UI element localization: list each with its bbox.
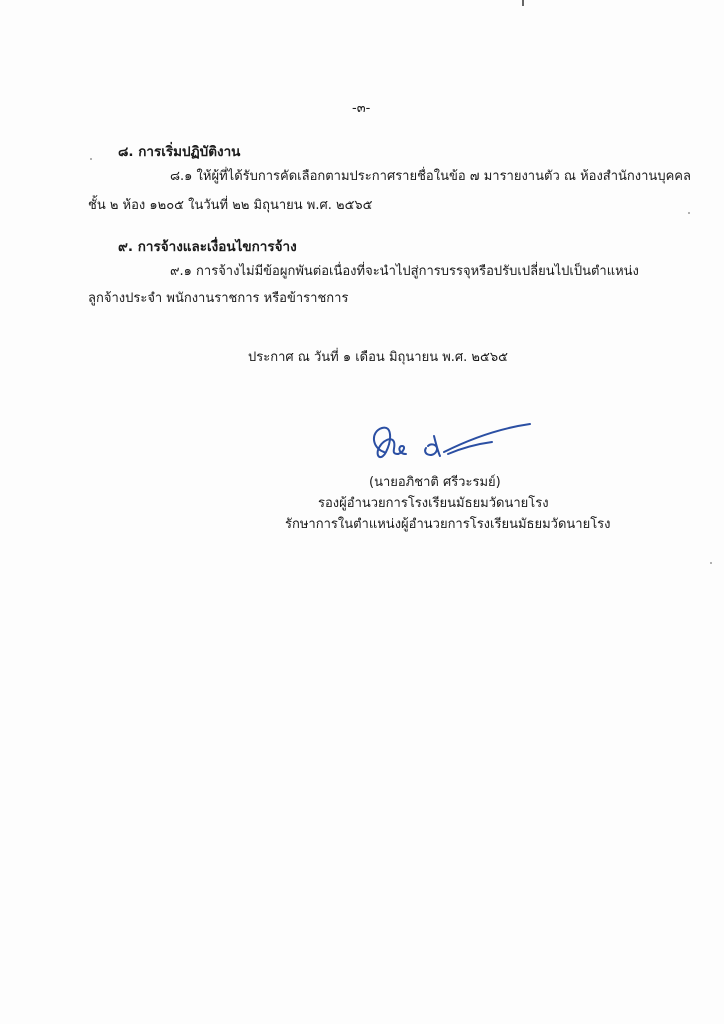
handwritten-signature [362, 418, 537, 470]
section-9-heading: ๙. การจ้างและเงื่อนไขการจ้าง [118, 239, 297, 255]
section-9-1-line-2: ลูกจ้างประจำ พนักงานราชการ หรือข้าราชการ [88, 291, 349, 306]
announcement-date: ประกาศ ณ วันที่ ๑ เดือน มิถุนายน พ.ศ. ๒๕๖๕ [248, 350, 508, 365]
scan-speck [688, 212, 690, 214]
signatory-position-1: รองผู้อำนวยการโรงเรียนมัธยมวัดนายโรง [318, 496, 549, 511]
section-8-1-line-1: ๘.๑ ให้ผู้ที่ได้รับการคัดเลือกตามประกาศรายชื่อในข้อ ๗ มารายงานตัว ณ ห้องสำนักงานบุคคล [170, 169, 691, 184]
section-9-1-line-1: ๙.๑ การจ้างไม่มีข้อผูกพันต่อเนื่องที่จะนำไปสู่การบรรจุหรือปรับเปลี่ยนไปเป็นตำแหน่ง [170, 264, 639, 279]
section-8-heading: ๘. การเริ่มปฏิบัติงาน [118, 144, 241, 160]
section-8-1-line-2: ชั้น ๒ ห้อง ๑๒๐๕ ในวันที่ ๒๒ มิถุนายน พ.ศ. ๒๕๖๕ [88, 198, 373, 213]
page-number: -๓- [352, 101, 371, 116]
scan-speck [710, 562, 712, 564]
signatory-name: (นายอภิชาติ ศรีวะรมย์) [369, 475, 501, 490]
scan-mark [522, 0, 524, 6]
scan-speck [90, 158, 92, 160]
signatory-position-2: รักษาการในตำแหน่งผู้อำนวยการโรงเรียนมัธยมวัดนายโรง [285, 517, 611, 532]
